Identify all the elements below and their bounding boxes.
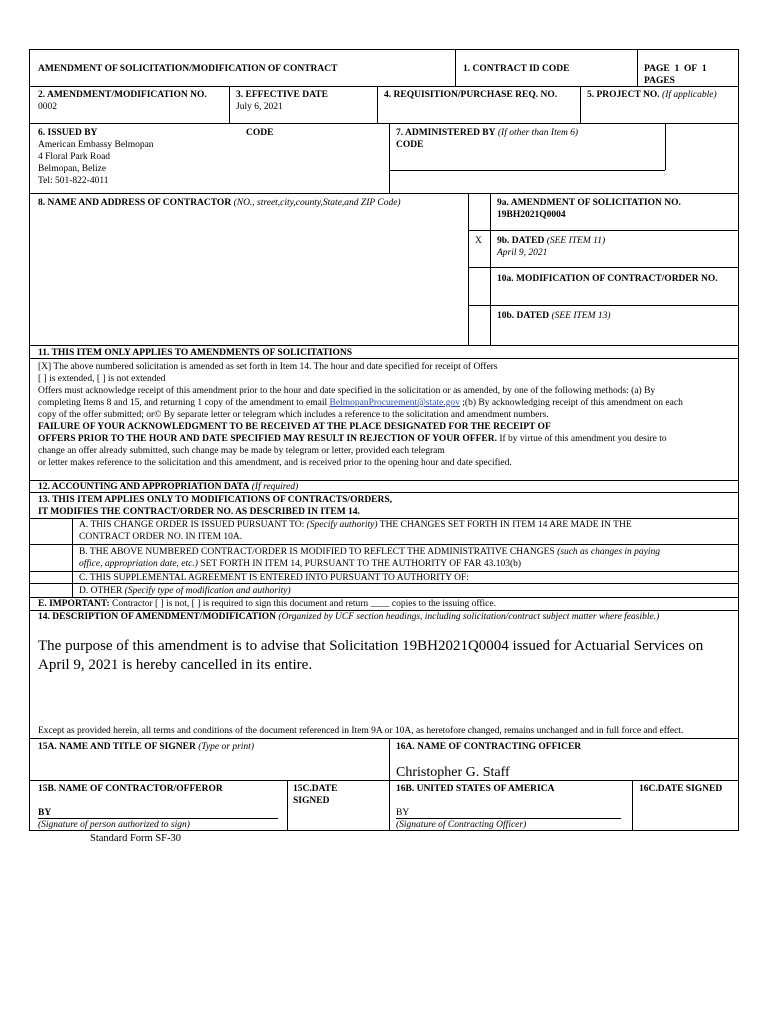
rule-row2 — [29, 123, 739, 124]
usa-label: 16B. UNITED STATES OF AMERICA — [396, 784, 555, 794]
rule-10a — [468, 267, 739, 268]
vrule-r4a — [468, 193, 469, 345]
item13-heading: IT MODIFIES THE CONTRACT/ORDER NO. AS DESCRIBED IN ITEM 14. — [38, 507, 360, 517]
requisition-label: 4. REQUISITION/PURCHASE REQ. NO. — [384, 90, 558, 100]
effective-date-label: 3. EFFECTIVE DATE — [236, 90, 328, 100]
page-count: PAGE 1 OF 1 — [644, 64, 707, 74]
item11-text: completing Items 8 and 15, and returning 1 copy of the amendment to email BelmopanProcurement@state.gov ;(b) By acknowledging receipt of this amendment on each — [38, 398, 683, 408]
project-no-label: 5. PROJECT NO. (If applicable) — [587, 90, 717, 100]
form-title: AMENDMENT OF SOLICITATION/MODIFICATION OF CONTRACT — [38, 64, 338, 74]
vrule-13col — [72, 518, 73, 597]
item11-warning: OFFERS PRIOR TO THE HOUR AND DATE SPECIFIED MAY RESULT IN REJECTION OF YOUR OFFER. If by virtue of this amendment you desire to — [38, 434, 667, 444]
rule-sign-top — [29, 738, 739, 739]
item11-text: [X] The above numbered solicitation is amended as set forth in Item 14. The hour and date specified for receipt of Offers — [38, 362, 498, 372]
rule-9b — [468, 230, 739, 231]
rule-row3 — [29, 193, 739, 194]
effective-date-value: July 6, 2021 — [236, 102, 283, 112]
issuer-line: American Embassy Belmopan — [38, 140, 154, 150]
contract-id-code-label: 1. CONTRACT ID CODE — [463, 64, 570, 74]
date-signed-16c-label: 16C.DATE SIGNED — [639, 784, 723, 794]
form-number: Standard Form SF-30 — [90, 833, 182, 844]
dated-9b-value: April 9, 2021 — [497, 248, 548, 258]
contracting-officer-name: Christopher G. Staff — [396, 765, 510, 780]
issued-by-label: 6. ISSUED BY — [38, 128, 98, 138]
amendment-no-value: 0002 — [38, 102, 57, 112]
item11-heading: 11. THIS ITEM ONLY APPLIES TO AMENDMENTS OF SOLICITATIONS — [38, 348, 353, 358]
vrule-r2a — [229, 86, 230, 123]
item13a-text: A. THIS CHANGE ORDER IS ISSUED PURSUANT TO: (Specify authority) THE CHANGES SET FORTH IN ITEM 14 ARE MADE IN THE — [79, 520, 632, 530]
issued-code-label: CODE — [246, 128, 274, 138]
item13b-text: office, appropriation date, etc.) SET FORTH IN ITEM 14, PURSUANT TO THE AUTHORITY OF FAR 43.103(b) — [79, 559, 522, 569]
vrule-r2c — [580, 86, 581, 123]
item13b-text: B. THE ABOVE NUMBERED CONTRACT/ORDER IS MODIFIED TO REFLECT THE ADMINISTRATIVE CHANGES (such as changes in paying — [79, 547, 661, 557]
item13d-text: D. OTHER (Specify type of modification and authority) — [79, 586, 291, 596]
item13c-text: C. THIS SUPPLEMENTAL AGREEMENT IS ENTERED INTO PURSUANT TO AUTHORITY OF: — [79, 573, 469, 583]
rule-13b — [29, 544, 739, 545]
rule-row1 — [29, 86, 739, 87]
officer-by-label: BY — [396, 808, 410, 818]
vrule-r2b — [377, 86, 378, 123]
item11-text: copy of the offer submitted; or© By separate letter or telegram which includes a reference to the solicitation and amendment numbers. — [38, 410, 549, 420]
item11-text: [ ] is extended, [ ] is not extended — [38, 374, 166, 384]
rule-item11 — [29, 345, 739, 346]
rule-10b — [468, 305, 739, 306]
date-signed-15c-label: 15C.DATE — [293, 784, 338, 794]
contractor-signature-note: (Signature of person authorized to sign) — [38, 820, 190, 830]
vrule-r3b — [665, 123, 666, 170]
officer-signature-note: (Signature of Contracting Officer) — [396, 820, 527, 830]
item12-label: 12. ACCOUNTING AND APPROPRIATION DATA (If required) — [38, 482, 299, 492]
dated-9b-label: 9b. DATED (SEE ITEM 11) — [497, 236, 606, 246]
dated-10b-label: 10b. DATED (SEE ITEM 13) — [497, 311, 611, 321]
amendment-no-label: 2. AMENDMENT/MODIFICATION NO. — [38, 90, 207, 100]
administered-by-label: 7. ADMINISTERED BY (If other than Item 6) — [396, 128, 579, 138]
administered-code-label: CODE — [396, 140, 424, 150]
vrule-sign3 — [632, 780, 633, 831]
signer-name-label: 15A. NAME AND TITLE OF SIGNER (Type or print) — [38, 742, 254, 752]
item14-footer: Except as provided herein, all terms and conditions of the document referenced in Item 9A or 10A, as heretofore changed, remains unchanged and in full force and effect. — [38, 726, 684, 736]
item-9b-checkmark[interactable]: X — [475, 236, 482, 246]
item11-warning: FAILURE OF YOUR ACKNOWLEDGMENT TO BE RECEIVED AT THE PLACE DESIGNATED FOR THE RECEIPT OF — [38, 422, 551, 432]
vrule-h2 — [637, 49, 638, 86]
issuer-line: Tel: 501-822-4011 — [38, 176, 109, 186]
issuer-line: 4 Floral Park Road — [38, 152, 111, 162]
vrule-h1 — [455, 49, 456, 86]
modification-label: 10a. MODIFICATION OF CONTRACT/ORDER NO. — [497, 274, 718, 284]
pages-label: PAGES — [644, 76, 675, 86]
vrule-sign2 — [287, 780, 288, 831]
date-signed-15c-label: SIGNED — [293, 796, 330, 806]
amendment-solicitation-label: 9a. AMENDMENT OF SOLICITATION NO. — [497, 198, 681, 208]
contractor-label: 8. NAME AND ADDRESS OF CONTRACTOR (NO., street,city,county,State,and ZIP Code) — [38, 198, 401, 208]
vrule-r4b — [490, 193, 491, 345]
item11-text: Offers must acknowledge receipt of this amendment prior to the hour and date specified in the solicitation or as amended, by one of the following methods: (a) By — [38, 386, 656, 396]
amendment-solicitation-value: 19BH2021Q0004 — [497, 210, 566, 220]
issuer-line: Belmopan, Belize — [38, 164, 107, 174]
contractor-by-label: BY — [38, 808, 52, 818]
procurement-email-link[interactable]: BelmopanProcurement@state.gov — [329, 398, 460, 408]
vrule-code-bottom — [389, 170, 665, 171]
item11-text: change an offer already submitted, such change may be made by telegram or letter, provided each telegram — [38, 446, 445, 456]
item14-label: 14. DESCRIPTION OF AMENDMENT/MODIFICATION (Organized by UCF section headings, including solicitation/contract subject matter where feasible.) — [38, 612, 660, 622]
item13-heading: 13. THIS ITEM APPLIES ONLY TO MODIFICATIONS OF CONTRACTS/ORDERS, — [38, 495, 393, 505]
contracting-officer-label: 16A. NAME OF CONTRACTING OFFICER — [396, 742, 582, 752]
item13a-text: CONTRACT ORDER NO. IN ITEM 10A. — [79, 532, 243, 542]
item11-text: or letter makes reference to the solicitation and this amendment, and is received prior to the opening hour and date specified. — [38, 458, 512, 468]
amendment-description: The purpose of this amendment is to advise that Solicitation 19BH2021Q0004 issued for Actuarial Services on April 9, 2021 is hereby cancelled in its entire. — [38, 638, 704, 673]
contractor-offeror-label: 15B. NAME OF CONTRACTOR/OFFEROR — [38, 784, 223, 794]
vrule-sign1 — [389, 738, 390, 831]
item-e-important: E. IMPORTANT: Contractor [ ] is not, [ ] is required to sign this document and return ____ copies to the issuing office. — [38, 599, 496, 609]
vrule-r3a — [389, 123, 390, 193]
